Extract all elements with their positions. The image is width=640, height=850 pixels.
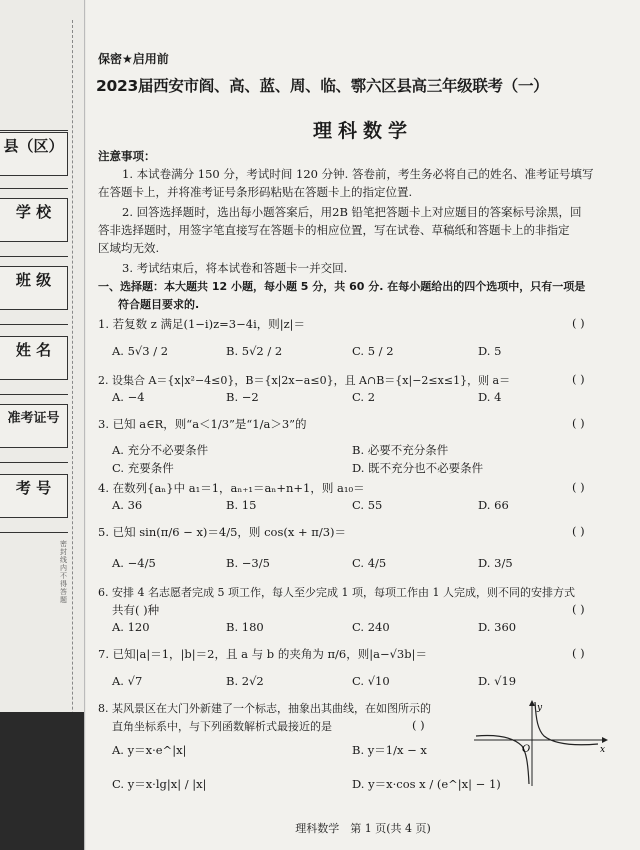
option[interactable]: A. 充分不必要条件 [112,443,209,457]
answer-paren[interactable]: ( ) [572,372,585,386]
curve-right [535,702,598,745]
question-5: 5. 已知 sin(π/6 − x)＝4/5，则 cos(x + π/3)＝ [98,525,347,539]
field-school[interactable]: 学 校 [0,198,68,242]
option[interactable]: C. y＝x·lg|x| / |x| [112,777,207,791]
section-heading-cont: 符合题目要求的. [118,298,200,311]
question-1: 1. 若复数 z 满足(1−i)z=3−4i，则|z|＝ [98,317,306,331]
option[interactable]: B. 180 [226,620,264,634]
option[interactable]: D. 5 [478,344,502,358]
option[interactable]: B. 5√2 / 2 [226,344,283,358]
option[interactable]: C. 2 [352,390,376,404]
notice-line: 3. 考试结束后，将本试卷和答题卡一并交回. [122,261,348,275]
answer-paren[interactable]: ( ) [572,480,585,494]
notice-line: 1. 本试卷满分 150 分，考试时间 120 分钟. 答卷前，考生务必将自己的姓名、准考证号填写 [122,167,594,181]
option[interactable]: A. 120 [112,620,150,634]
notice-line: 答非选择题时，用签字笔直接写在答题卡的相应位置，写在试卷、草稿纸和答题卡上的非指定 [98,223,570,237]
origin-label: O [522,744,531,755]
option[interactable]: A. 36 [112,498,143,512]
field-class[interactable]: 班 级 [0,266,68,310]
option[interactable]: C. 4/5 [352,556,387,570]
secret-label: 保密★启用前 [98,52,169,66]
option[interactable]: A. y＝x·e^|x| [112,743,187,757]
option[interactable]: D. 3/5 [478,556,513,570]
option[interactable]: A. −4/5 [112,556,156,570]
answer-paren[interactable]: ( ) [572,316,585,330]
answer-paren[interactable]: ( ) [572,524,585,538]
option[interactable]: B. 15 [226,498,257,512]
exam-title: 2023届西安市阎、高、蓝、周、临、鄠六区县高三年级联考（一） [96,77,549,95]
option[interactable]: A. √7 [112,674,143,688]
option[interactable]: D. 360 [478,620,517,634]
option[interactable]: A. 5√3 / 2 [112,344,169,358]
answer-paren[interactable]: ( ) [412,718,425,732]
question-2: 2. 设集合 A＝{x|x²−4≤0}，B＝{x|2x−a≤0}，且 A∩B＝{x|−2≤x≤1}，则 a＝ [98,374,511,387]
seal-note: 密封线内不得答题 [60,540,67,604]
y-axis-arrow [529,700,535,706]
question-6: 6. 安排 4 名志愿者完成 5 项工作，每人至少完成 1 项，每项工作由 1 人完成，则不同的安排方式 [98,586,575,599]
option[interactable]: D. 4 [478,390,502,404]
notice-line: 在答题卡上，并将准考证号条形码粘贴在答题卡上的指定位置. [98,185,413,199]
binding-margin [0,0,85,850]
option[interactable]: B. −2 [226,390,259,404]
binding-rule [0,462,68,463]
answer-paren[interactable]: ( ) [572,602,585,616]
binding-rule [0,324,68,325]
option[interactable]: B. 必要不充分条件 [352,443,449,457]
y-axis-label: y [537,703,543,713]
x-axis-arrow [602,737,608,743]
answer-paren[interactable]: ( ) [572,416,585,430]
section-heading: 一、选择题：本大题共 12 小题，每小题 5 分，共 60 分. 在每小题给出的四个选项中，只有一项是 [98,280,586,293]
curve-left [476,735,529,784]
field-name[interactable]: 姓 名 [0,336,68,380]
binding-rule [0,130,68,131]
option[interactable]: A. −4 [112,390,145,404]
question-3: 3. 已知 a∈R，则“a＜1/3”是“1/a＞3”的 [98,417,307,431]
option[interactable]: B. −3/5 [226,556,270,570]
question-7: 7. 已知|a|＝1，|b|＝2，且 a 与 b 的夹角为 π/6，则|a−√3b|＝ [98,647,427,661]
notice-line: 2. 回答选择题时，选出每小题答案后，用2B 铅笔把答题卡上对应题目的答案标号涂黑，回 [122,205,582,219]
option[interactable]: D. 既不充分也不必要条件 [352,461,484,475]
option[interactable]: D. 66 [478,498,509,512]
field-exam-number[interactable]: 考 号 [0,474,68,518]
binding-rule [0,188,68,189]
option[interactable]: B. y＝1/x − x [352,743,427,757]
subject-title: 理科数学 [312,120,413,142]
function-graph [470,700,610,790]
option[interactable]: C. √10 [352,674,390,688]
binding-rule [0,394,68,395]
question-4: 4. 在数列{aₙ}中 a₁＝1，aₙ₊₁＝aₙ+n+1，则 a₁₀＝ [98,481,365,495]
question-6-cont: 共有( )种 [112,603,160,617]
option[interactable]: D. √19 [478,674,517,688]
answer-paren[interactable]: ( ) [572,646,585,660]
notice-heading: 注意事项： [98,149,156,163]
page-shadow [0,712,84,850]
question-8-cont: 直角坐标系中，与下列函数解析式最接近的是 [112,720,332,733]
option[interactable]: B. 2√2 [226,674,264,688]
option[interactable]: C. 充要条件 [112,461,174,475]
question-8: 8. 某风景区在大门外新建了一个标志，抽象出其曲线，在如图所示的 [98,702,431,715]
field-admission-number[interactable]: 准考证号 [0,404,68,448]
option[interactable]: D. y＝x·cos x / (e^|x| − 1) [352,777,501,791]
page-footer: 理科数学 第 1 页(共 4 页) [295,822,431,835]
binding-rule [0,532,68,533]
x-axis-label: x [600,745,606,755]
exam-page [86,0,640,850]
option[interactable]: C. 55 [352,498,383,512]
field-county[interactable]: 县（区） [0,132,68,176]
notice-line: 区域均无效. [98,241,160,255]
binding-rule [0,256,68,257]
option[interactable]: C. 240 [352,620,390,634]
option[interactable]: C. 5 / 2 [352,344,394,358]
